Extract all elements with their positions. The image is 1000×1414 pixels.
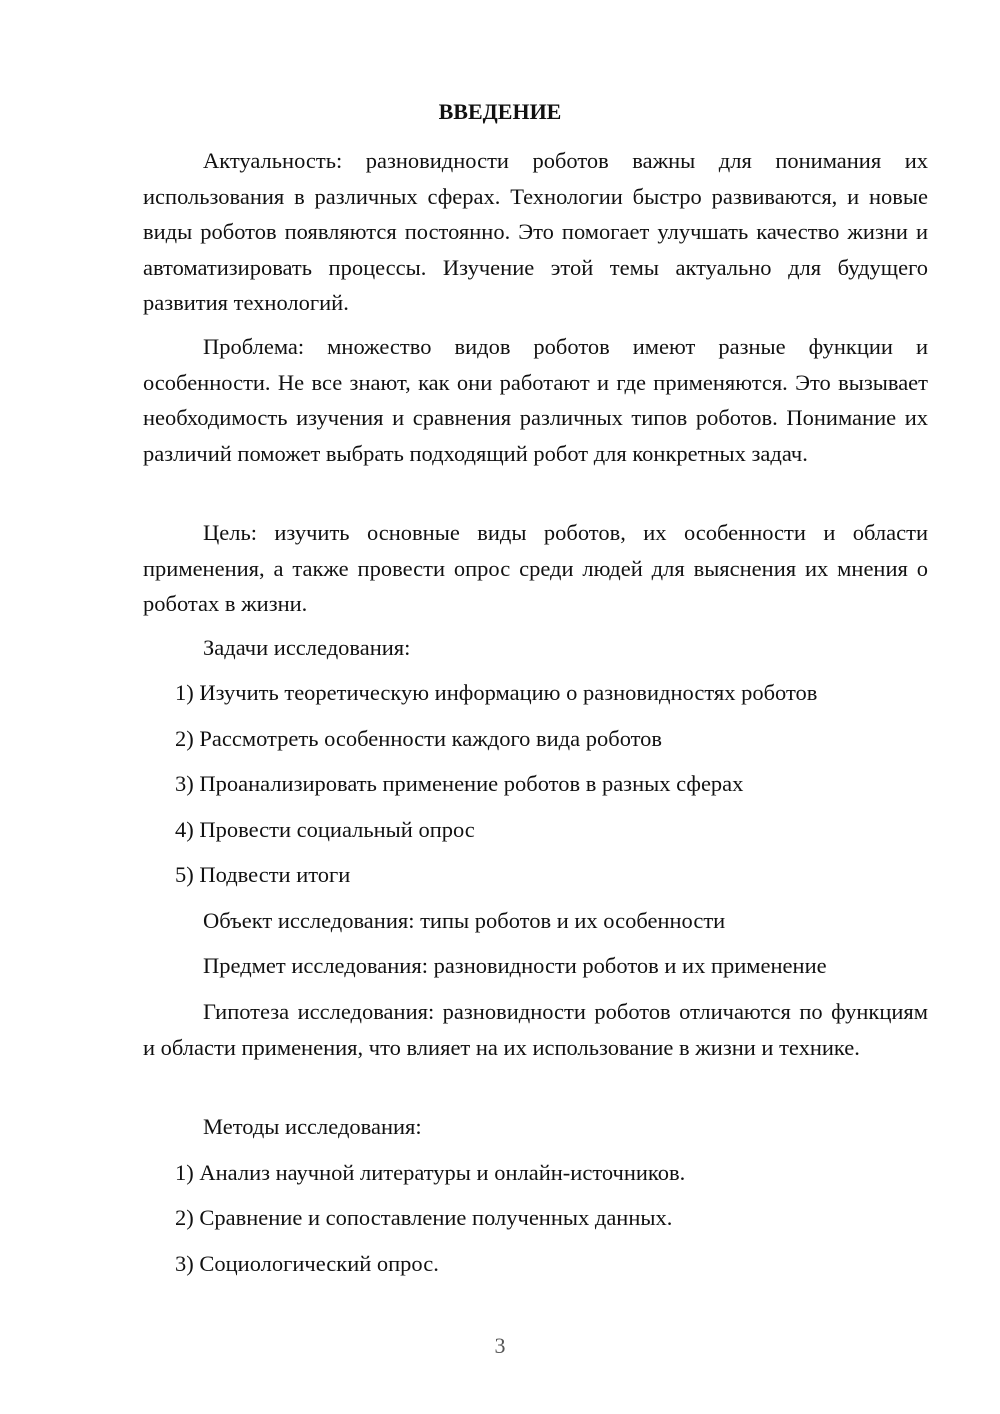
methods-heading: Методы исследования: xyxy=(203,1114,422,1139)
task-item: 2) Рассмотреть особенности каждого вида роботов xyxy=(175,726,663,751)
task-item: 3) Проанализировать применение роботов в разных сферах xyxy=(175,771,744,796)
task-item: 1) Изучить теоретическую информацию о разновидностях роботов xyxy=(175,680,818,705)
method-item: 3) Социологический опрос. xyxy=(175,1251,439,1276)
hypothesis-paragraph: Гипотеза исследования: разновидности роботов отличаются по функциям и области применения, что влияет на их использование в жизни и технике. xyxy=(143,999,928,1060)
object-line: Объект исследования: типы роботов и их особенности xyxy=(203,908,726,933)
problem-paragraph: Проблема: множество видов роботов имеют разные функции и особенности. Не все знают, как они работают и где применяются. Это вызывает необходимость изучения и сравнения различных типов роботов. Понимание их различий поможет выбрать подходящий робот для конкретных задач. xyxy=(143,334,928,466)
method-item: 1) Анализ научной литературы и онлайн-источников. xyxy=(175,1160,686,1185)
subject-line: Предмет исследования: разновидности роботов и их применение xyxy=(203,953,827,978)
task-item: 4) Провести социальный опрос xyxy=(175,817,475,842)
page-number: 3 xyxy=(494,1333,506,1358)
relevance-paragraph: Актуальность: разновидности роботов важны для понимания их использования в различных сферах. Технологии быстро развиваются, и новые виды роботов появляются постоянно. Это помогает улучшать качество жизни и автоматизировать процессы. Изучение этой темы актуально для будущего развития технологий. xyxy=(143,148,928,315)
page-title: ВВЕДЕНИЕ xyxy=(438,99,562,124)
tasks-heading: Задачи исследования: xyxy=(203,635,411,660)
task-item: 5) Подвести итоги xyxy=(175,862,351,887)
goal-paragraph: Цель: изучить основные виды роботов, их особенности и области применения, а также провести опрос среди людей для выяснения их мнения о роботах в жизни. xyxy=(143,520,928,616)
method-item: 2) Сравнение и сопоставление полученных данных. xyxy=(175,1205,673,1230)
